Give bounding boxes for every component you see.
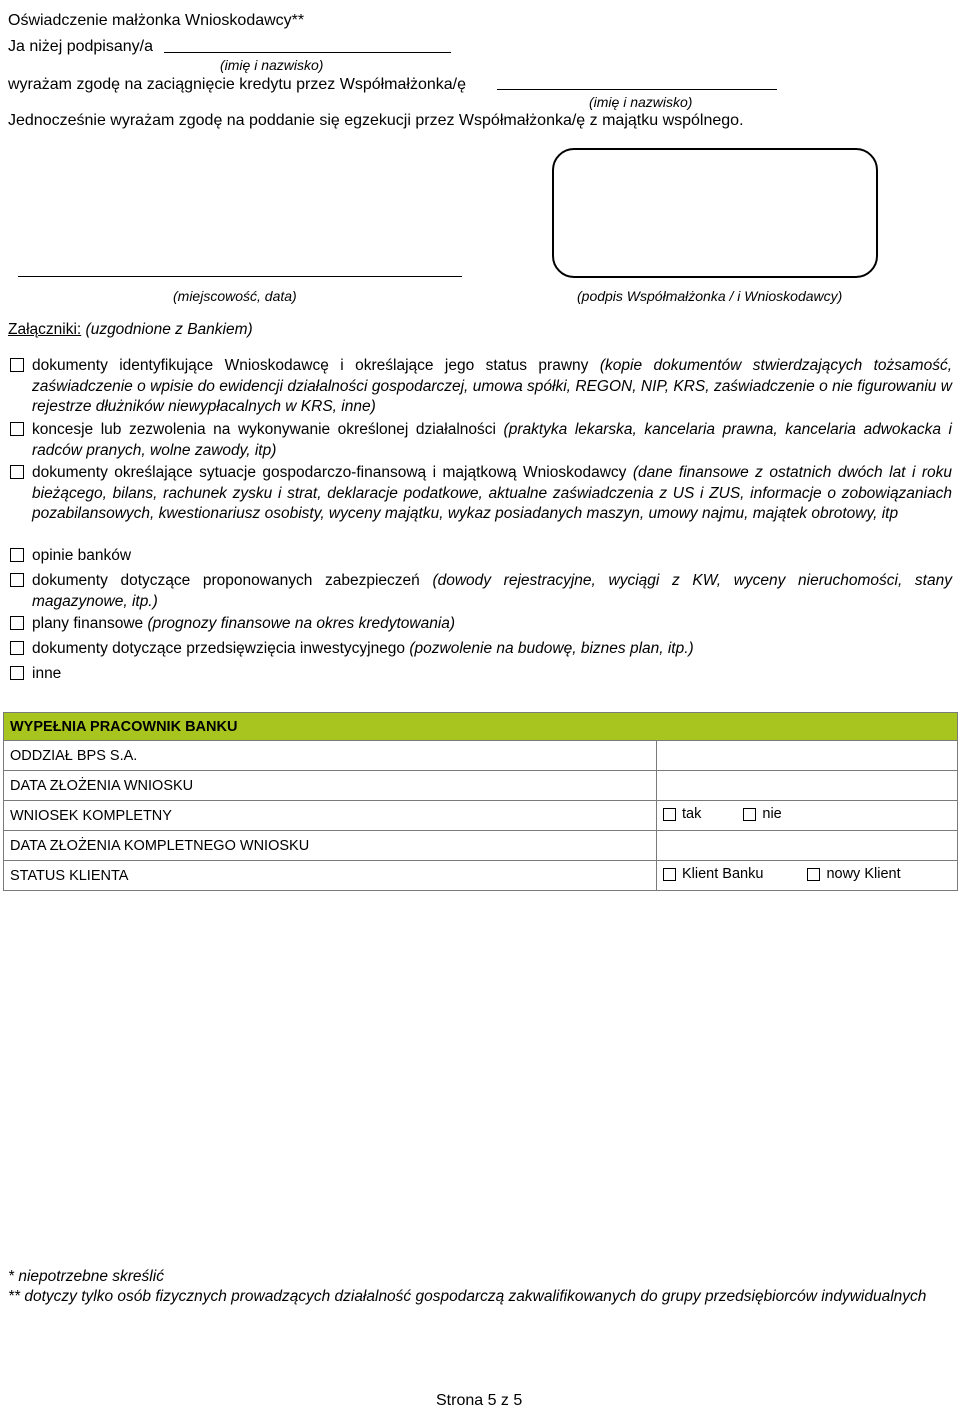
attachment-checkbox-0[interactable]	[10, 358, 24, 372]
complete-options-cell	[657, 801, 958, 831]
attachment-checkbox-6[interactable]	[10, 641, 24, 655]
new-client-option[interactable]	[807, 866, 900, 882]
complete-no-checkbox[interactable]	[743, 808, 756, 821]
declarant-label: Ja niżej podpisany/a	[8, 38, 153, 55]
attachment-item-7	[32, 664, 952, 685]
bank-table-header-row	[4, 713, 958, 741]
complete-yes-label: tak	[682, 806, 702, 823]
place-date-line[interactable]	[18, 276, 462, 277]
signature-box[interactable]	[552, 148, 878, 278]
branch-value-cell[interactable]	[657, 741, 958, 771]
attachment-checkbox-2[interactable]	[10, 465, 24, 479]
complete-date-cell[interactable]	[657, 831, 958, 861]
table-row	[4, 771, 958, 801]
table-row	[4, 861, 958, 891]
footnote-1: * niepotrzebne skreślić	[8, 1268, 164, 1285]
attachment-note-1: (praktyka lekarska, kancelaria prawna, kancelaria adwokacka i radców pranych, wolne zawody, itp)	[32, 421, 952, 459]
attachment-note-2: (dane finansowe z ostatnich dwóch lat i roku bieżącego, bilans, rachunek zysku i strat, deklaracje podatkowe, aktualne zaświadczenia z US i ZUS, informacje o zobowiązaniach pozabilansowych, kwestionariusz osobisty, wyceny majątku, wykaz posiadanych maszyn, umowy najmu, majątek obrotowy, itp	[32, 464, 952, 522]
attachment-item-6	[32, 639, 952, 660]
consent-line: wyrażam zgodę na zaciągnięcie kredytu przez Współmałżonka/ę	[8, 76, 466, 93]
attachment-text-0: dokumenty identyfikujące Wnioskodawcę i określające jego status prawny	[32, 357, 589, 374]
attachment-item-3	[32, 546, 952, 567]
place-date-label: (miejscowość, data)	[173, 288, 297, 304]
attachment-note-6: (pozwolenie na budowę, biznes plan, itp.)	[409, 640, 694, 657]
attachment-item-2	[32, 463, 952, 525]
branch-label: ODDZIAŁ BPS S.A.	[4, 741, 657, 771]
attachment-text-7: inne	[32, 665, 62, 682]
attachment-note-0: (kopie dokumentów stwierdzających tożsamość, zaświadczenie o wpisie do ewidencji działalności gospodarczej, umowa spółki, REGON, NIP, KRS, zaświadczenie o nie figurowaniu w rejestrze dłużników niewypłacalnych w KRS, inne)	[32, 357, 952, 415]
signature-label: (podpis Współmałżonka / i Wnioskodawcy)	[577, 288, 843, 304]
complete-date-label: DATA ZŁOŻENIA KOMPLETNEGO WNIOSKU	[4, 831, 657, 861]
attachment-text-1: koncesje lub zezwolenia na wykonywanie określonej działalności	[32, 421, 496, 438]
bank-table	[3, 712, 958, 891]
new-client-checkbox[interactable]	[807, 868, 820, 881]
page-number: Strona 5 z 5	[436, 1392, 523, 1409]
complete-no-option[interactable]	[743, 806, 781, 822]
attachment-checkbox-7[interactable]	[10, 666, 24, 680]
complete-yes-checkbox[interactable]	[663, 808, 676, 821]
attachment-checkbox-5[interactable]	[10, 616, 24, 630]
table-row	[4, 831, 958, 861]
attachment-item-1	[32, 420, 952, 461]
table-row	[4, 741, 958, 771]
attachment-text-3: opinie banków	[32, 547, 132, 564]
submission-date-cell[interactable]	[657, 771, 958, 801]
complete-yes-option[interactable]	[663, 806, 701, 822]
attachment-item-5	[32, 614, 952, 635]
attachment-checkbox-3[interactable]	[10, 548, 24, 562]
attachment-text-2: dokumenty określające sytuacje gospodarczo-finansową i majątkową Wnioskodawcy	[32, 464, 627, 481]
attachment-checkbox-4[interactable]	[10, 573, 24, 587]
enforcement-consent: Jednocześnie wyrażam zgodę na poddanie się egzekucji przez Współmałżonka/ę z majątku wspólnego.	[8, 112, 744, 129]
table-row	[4, 801, 958, 831]
client-status-label: STATUS KLIENTA	[4, 861, 657, 891]
attachments-heading-label: Załączniki:	[8, 321, 82, 338]
attachment-item-0	[32, 356, 952, 418]
footnote-2: ** dotyczy tylko osób fizycznych prowadzących działalność gospodarczą zakwalifikowanych do grupy przedsiębiorców indywidualnych	[8, 1288, 927, 1305]
declarant-name-line[interactable]	[164, 52, 451, 53]
existing-client-label: Klient Banku	[682, 866, 764, 883]
spouse-name-hint: (imię i nazwisko)	[589, 94, 693, 110]
attachments-heading-note: (uzgodnione z Bankiem)	[85, 321, 253, 338]
spouse-name-line[interactable]	[497, 89, 777, 90]
attachment-text-6: dokumenty dotyczące przedsięwzięcia inwestycyjnego	[32, 640, 406, 657]
attachment-item-4	[32, 571, 952, 612]
new-client-label: nowy Klient	[826, 866, 901, 883]
attachments-heading	[8, 321, 253, 339]
submission-date-label: DATA ZŁOŻENIA WNIOSKU	[4, 771, 657, 801]
existing-client-checkbox[interactable]	[663, 868, 676, 881]
attachment-note-5: (prognozy finansowe na okres kredytowania)	[147, 615, 456, 632]
page-title: Oświadczenie małżonka Wnioskodawcy**	[8, 12, 305, 29]
attachment-text-4: dokumenty dotyczące proponowanych zabezpieczeń	[32, 572, 420, 589]
attachment-note-4: (dowody rejestracyjne, wyciągi z KW, wyceny nieruchomości, stany magazynowe, itp.)	[32, 572, 952, 610]
complete-no-label: nie	[762, 806, 782, 823]
attachment-text-5: plany finansowe	[32, 615, 144, 632]
attachment-checkbox-1[interactable]	[10, 422, 24, 436]
bank-table-header: WYPEŁNIA PRACOWNIK BANKU	[4, 713, 958, 741]
existing-client-option[interactable]	[663, 866, 763, 882]
client-status-options-cell	[657, 861, 958, 891]
declarant-name-hint: (imię i nazwisko)	[220, 57, 324, 73]
complete-label: WNIOSEK KOMPLETNY	[4, 801, 657, 831]
